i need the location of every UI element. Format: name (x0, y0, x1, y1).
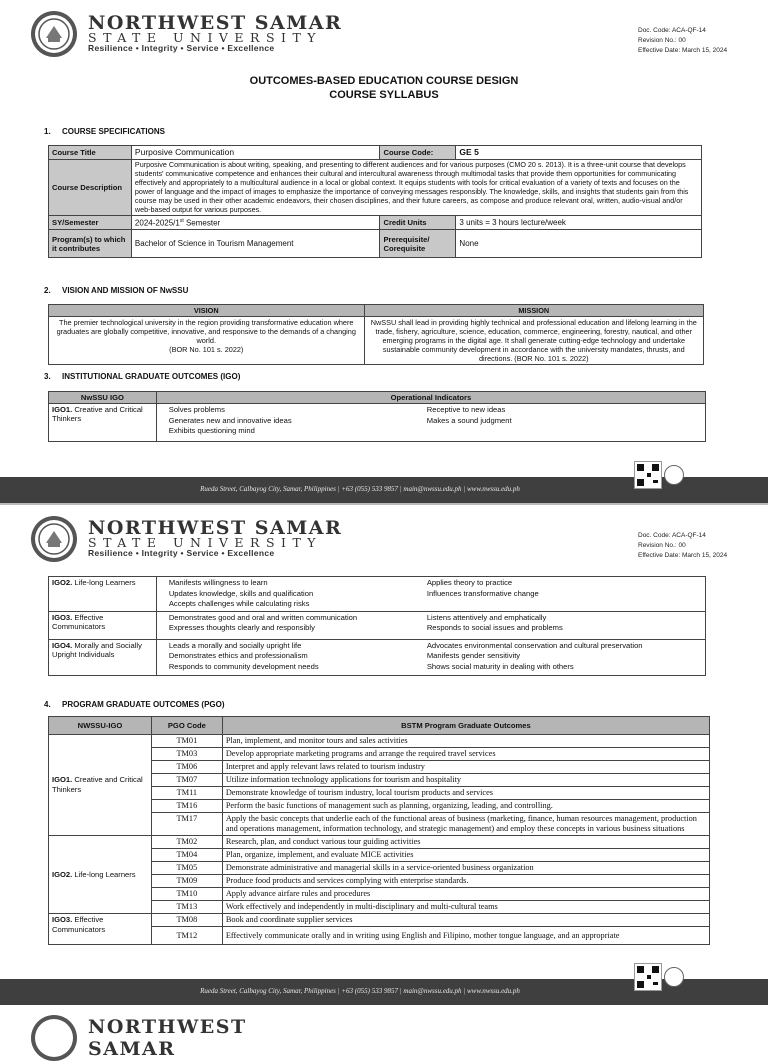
pgo-outcome: Plan, implement, and monitor tours and sales activities (222, 735, 709, 748)
vision-mission-table (48, 304, 704, 365)
pgo-outcome: Plan, organize, implement, and evaluate MICE activities (222, 849, 709, 862)
mission-header: MISSION (364, 305, 703, 317)
doc-code: Doc. Code: ACA-QF-14 (638, 532, 706, 539)
sy-semester-value: 2024-2025/1st Semester (131, 216, 380, 230)
accreditation-badge-icon (682, 465, 702, 483)
indicator-item: Updates knowledge, skills and qualification (168, 588, 314, 598)
pgo-code: TM16 (151, 800, 222, 813)
igo3-indicators (156, 611, 705, 639)
course-code-label: Course Code: (380, 146, 456, 160)
footer-address: Rueda Street, Calbayog City, Samar, Philippines | +63 (055) 533 9857 | main@nwssu.edu.ph | www.nwssu.edu.ph (200, 987, 520, 995)
university-seal-icon (30, 10, 78, 58)
indicator-item: Leads a morally and socially upright life (168, 640, 302, 650)
pgo-group-igo3: IGO3. Effective Communicators (49, 914, 152, 945)
igo-table-part-1 (48, 391, 706, 442)
program-value: Bachelor of Science in Tourism Management (131, 230, 380, 258)
section-heading-3 (44, 372, 240, 381)
indicator-item: Demonstrates ethics and professionalism (168, 651, 308, 660)
pgo-outcome: Develop appropriate marketing programs and arrange the required travel services (222, 748, 709, 761)
university-name: NORTHWEST SAMAR (88, 517, 343, 539)
mission-text: NwSSU shall lead in providing highly technical and professional education and lifelong learning in the trade, fishery, agriculture, science, education, commerce, engineering, forestry, nautical, and other emerging programs in the digital age. It shall generate cutting-edge technology and undertake sustainable community development in accordance with the university mandates, thrusts, and directions. (BOR No. 101 s. 2022) (364, 317, 703, 365)
course-description-label: Course Description (49, 160, 132, 216)
indicator-item: Responds to social issues and problems (426, 623, 563, 632)
section-number: 1. (44, 127, 51, 136)
section-label: PROGRAM GRADUATE OUTCOMES (PGO) (62, 700, 225, 709)
doc-code: Doc. Code: ACA-QF-14 (638, 27, 706, 34)
pgo-group-igo2: IGO2. Life-long Learners (49, 836, 152, 914)
section-label: INSTITUTIONAL GRADUATE OUTCOMES (IGO) (62, 372, 241, 381)
qr-code-icon (634, 963, 662, 991)
indicator-list-right (421, 405, 512, 437)
pgo-outcome: Demonstrate administrative and managerial skills in a service-oriented business organization (222, 862, 709, 875)
indicator-item: Manifests gender sensitivity (426, 651, 521, 660)
pgo-code: TM04 (151, 849, 222, 862)
footer-address: Rueda Street, Calbayog City, Samar, Philippines | +63 (055) 533 9857 | main@nwssu.edu.ph | www.nwssu.edu.ph (200, 485, 520, 493)
course-code-value: GE 5 (456, 146, 702, 160)
credit-units-value: 3 units = 3 hours lecture/week (456, 216, 702, 230)
igo2-indicators (156, 577, 705, 612)
syllabus-page-1 (0, 0, 768, 503)
indicator-item: Receptive to new ideas (426, 405, 506, 414)
qr-code-icon (634, 461, 662, 489)
indicator-item: Influences transformative change (426, 588, 539, 598)
pgo-outcome: Apply the basic concepts that underlie each of the functional areas of business (marketing, finance, human resources management, production and operations management, information technology, and strategic management) and employ these concepts in various business situations (222, 813, 709, 836)
pgo-outcome: Demonstrate knowledge of tourism industry, local tourism products and services (222, 787, 709, 800)
indicator-item: Advocates environmental conservation and cultural preservation (426, 640, 643, 650)
indicator-list-left (157, 578, 421, 610)
certification-seal-icon (664, 967, 684, 987)
igo2-cell: IGO2. Life-long Learners (49, 577, 157, 612)
table-row (49, 836, 710, 849)
pgo-code: TM06 (151, 761, 222, 774)
course-description-value: Purposive Communication is about writing, speaking, and presenting to different audiences and for various purposes (CMO 20 s. 2013). It is a three-unit course that develops students' communicative competence and enhances their cultural and intercultural awareness through multimodal tasks that provide them opportunities for communicating effectively and appropriately to a multicultural audience in a local or global context. It equips students with tools for critical evaluation of a variety of texts and focuses on the power of language and the impact of images to emphasize the importance of conveying messages responsibly. The knowledge, skills, and insights that students gain from this course may be used in their other academic endeavors, their chosen disciplines, and their future careers, as compose and produce relevant oral, written, audio-visual and/or web-based output for various purposes. (131, 160, 701, 216)
pgo-code: TM03 (151, 748, 222, 761)
pgo-code-column-header: PGO Code (151, 717, 222, 735)
revision-number: Revision No.: 00 (638, 37, 686, 44)
university-motto: Resilience • Integrity • Service • Excellence (88, 43, 275, 53)
pgo-code: TM12 (151, 927, 222, 945)
igo-table-part-2 (48, 576, 706, 676)
igo3-cell: IGO3. Effective Communicators (49, 611, 157, 639)
pgo-code: TM05 (151, 862, 222, 875)
indicator-item: Manifests willingness to learn (168, 578, 268, 587)
document-meta (638, 531, 727, 561)
accreditation-badge-icon (682, 967, 702, 985)
indicator-item: Generates new and innovative ideas (168, 415, 292, 425)
indicator-item: Expresses thoughts clearly and responsibly (168, 623, 315, 632)
indicator-item: Accepts challenges while calculating risks (168, 599, 310, 608)
pgo-group-igo1: IGO1. Creative and Critical Thinkers (49, 735, 152, 836)
pgo-outcome: Interpret and apply relevant laws related to tourism industry (222, 761, 709, 774)
indicator-item: Solves problems (168, 405, 225, 414)
indicator-item: Shows social maturity in dealing with others (426, 661, 574, 671)
title-line-1: OUTCOMES-BASED EDUCATION COURSE DESIGN (249, 75, 519, 87)
vision-header: VISION (49, 305, 365, 317)
pgo-outcome: Utilize information technology applications for tourism and hospitality (222, 774, 709, 787)
vision-cell (49, 317, 365, 365)
course-title-value: Purposive Communication (131, 146, 380, 160)
certification-seal-icon (664, 465, 684, 485)
indicator-item: Applies theory to practice (426, 578, 513, 587)
pgo-outcome: Perform the basic functions of management such as planning, organizing, leading, and controlling. (222, 800, 709, 813)
university-name: NORTHWEST SAMAR (88, 12, 343, 34)
igo1-cell: IGO1. Creative and Critical Thinkers (49, 404, 157, 442)
table-row (49, 914, 710, 927)
vision-reference: (BOR No. 101 s. 2022) (169, 345, 244, 354)
prerequisite-value: None (456, 230, 702, 258)
pgo-outcome: Effectively communicate orally and in writing using English and Filipino, mother tongue language, and an appropriate (222, 927, 709, 945)
program-label: Program(s) to which it contributes (49, 230, 132, 258)
igo1-indicators (156, 404, 705, 442)
pgo-outcome: Research, plan, and conduct various tour guiding activities (222, 836, 709, 849)
pgo-igo-column-header: NWSSU-IGO (49, 717, 152, 735)
pgo-code: TM08 (151, 914, 222, 927)
pgo-code: TM01 (151, 735, 222, 748)
prerequisite-label: Prerequisite/ Corequisite (380, 230, 456, 258)
pgo-code: TM07 (151, 774, 222, 787)
university-seal-icon (30, 1014, 78, 1062)
indicator-item: Responds to community development needs (168, 661, 319, 671)
igo4-indicators (156, 639, 705, 675)
university-seal-icon (30, 515, 78, 563)
university-name: NORTHWEST SAMAR (88, 1016, 247, 1060)
section-label: COURSE SPECIFICATIONS (62, 127, 165, 136)
pgo-outcome: Produce food products and services complying with enterprise standards. (222, 875, 709, 888)
section-heading-4 (44, 700, 225, 709)
indicator-item: Exhibits questioning mind (168, 426, 255, 435)
section-heading-2 (44, 286, 188, 295)
pgo-code: TM10 (151, 888, 222, 901)
indicator-list-left (157, 613, 421, 634)
section-number: 4. (44, 700, 51, 709)
effective-date: Effective Date: March 15, 2024 (638, 47, 728, 54)
section-heading-1 (44, 127, 165, 136)
indicator-list-left (157, 405, 421, 437)
university-subtitle: STATE UNIVERSITY (88, 30, 323, 45)
section-label: VISION AND MISSION OF NwSSU (62, 286, 189, 295)
pgo-table (48, 716, 710, 945)
section-number: 3. (44, 372, 51, 381)
university-motto: Resilience • Integrity • Service • Excellence (88, 548, 275, 558)
pgo-outcome: Work effectively and independently in multi-disciplinary and multi-cultural teams (222, 901, 709, 914)
table-row (49, 735, 710, 748)
credit-units-label: Credit Units (380, 216, 456, 230)
syllabus-page-2 (0, 505, 768, 1005)
pgo-outcome: Book and coordinate supplier services (222, 914, 709, 927)
indicator-list-right (421, 641, 643, 673)
effective-date: Effective Date: March 15, 2024 (638, 552, 728, 559)
indicator-list-left (157, 641, 421, 673)
course-title-label: Course Title (49, 146, 132, 160)
igo-column-header: NwSSU IGO (49, 392, 157, 404)
igo4-cell: IGO4. Morally and Socially Upright Individuals (49, 639, 157, 675)
vision-text: The premier technological university in the region providing transformative education where graduates are globally competitive, innovative, and responsive to the demands of a changing world. (56, 318, 356, 345)
title-line-2: COURSE SYLLABUS (329, 89, 439, 101)
course-specifications-table (48, 145, 702, 258)
pgo-outcomes-column-header: BSTM Program Graduate Outcomes (222, 717, 709, 735)
document-header (30, 515, 738, 565)
document-meta (638, 26, 727, 56)
document-title (0, 74, 768, 102)
indicator-item: Demonstrates good and oral and written communication (168, 612, 358, 622)
indicator-item: Listens attentively and emphatically (426, 612, 547, 622)
indicator-list-right (421, 578, 539, 610)
next-page-header-peek (30, 1014, 330, 1060)
pgo-code: TM13 (151, 901, 222, 914)
revision-number: Revision No.: 00 (638, 542, 686, 549)
indicator-item: Makes a sound judgment (426, 415, 512, 425)
pgo-code: TM09 (151, 875, 222, 888)
pgo-code: TM02 (151, 836, 222, 849)
pgo-code: TM11 (151, 787, 222, 800)
indicators-column-header: Operational Indicators (156, 392, 705, 404)
university-subtitle: STATE UNIVERSITY (88, 535, 323, 550)
sy-semester-label: SY/Semester (49, 216, 132, 230)
document-header (30, 10, 738, 60)
section-number: 2. (44, 286, 51, 295)
indicator-list-right (421, 613, 563, 634)
pgo-outcome: Apply advance airfare rules and procedures (222, 888, 709, 901)
pgo-code: TM17 (151, 813, 222, 836)
